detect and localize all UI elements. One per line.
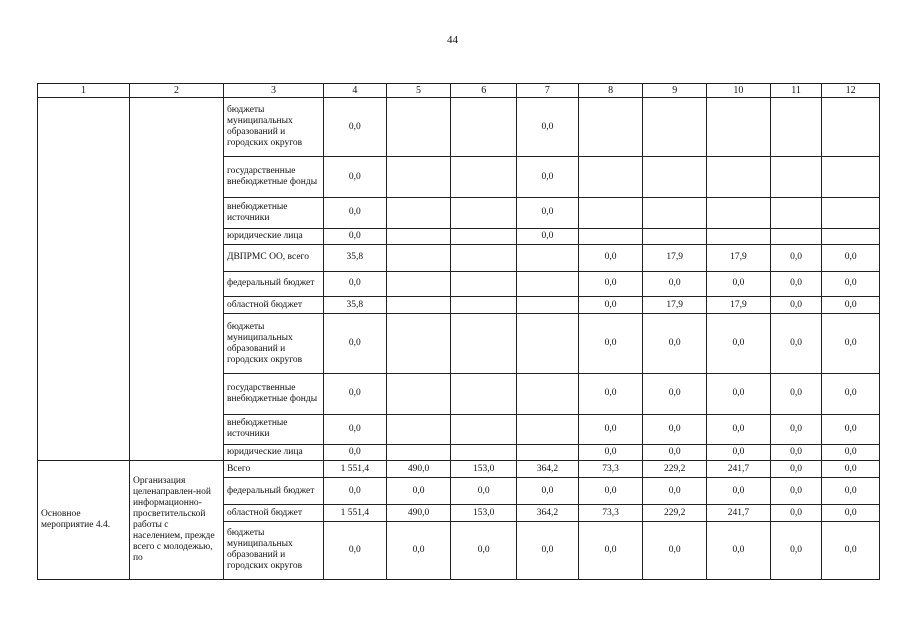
table-row xyxy=(38,98,880,157)
value-cell: 0,0 xyxy=(822,297,880,314)
value-cell: 1 551,4 xyxy=(324,505,387,521)
value-cell: 0,0 xyxy=(707,521,771,579)
value-cell: 0,0 xyxy=(324,157,387,198)
value-cell: 0,0 xyxy=(770,373,822,414)
value-cell: 0,0 xyxy=(770,505,822,521)
value-cell: 0,0 xyxy=(822,245,880,272)
value-cell: 73,3 xyxy=(578,461,643,477)
value-cell: 0,0 xyxy=(324,98,387,157)
value-cell xyxy=(386,245,451,272)
value-cell xyxy=(451,445,517,461)
value-cell: 0,0 xyxy=(324,314,387,373)
col-header: 4 xyxy=(324,84,387,98)
value-cell xyxy=(386,98,451,157)
funding-source: бюджеты муниципальных образований и городских округов xyxy=(223,314,323,373)
value-cell: 0,0 xyxy=(643,414,707,445)
value-cell: 0,0 xyxy=(822,445,880,461)
value-cell xyxy=(822,157,880,198)
funding-source: областной бюджет xyxy=(223,505,323,521)
value-cell: 1 551,4 xyxy=(324,461,387,477)
value-cell xyxy=(822,228,880,244)
value-cell: 0,0 xyxy=(386,521,451,579)
value-cell: 0,0 xyxy=(770,271,822,297)
value-cell: 0,0 xyxy=(770,414,822,445)
value-cell: 0,0 xyxy=(643,271,707,297)
value-cell xyxy=(386,445,451,461)
col-header: 5 xyxy=(386,84,451,98)
value-cell: 0,0 xyxy=(578,373,643,414)
funding-source: государственные внебюджетные фонды xyxy=(223,373,323,414)
value-cell xyxy=(517,297,579,314)
funding-source: юридические лица xyxy=(223,445,323,461)
col-header: 7 xyxy=(517,84,579,98)
value-cell xyxy=(517,414,579,445)
value-cell: 241,7 xyxy=(707,461,771,477)
value-cell xyxy=(517,445,579,461)
value-cell: 0,0 xyxy=(770,245,822,272)
table-row xyxy=(38,461,880,477)
funding-source: внебюджетные источники xyxy=(223,198,323,229)
value-cell: 0,0 xyxy=(578,414,643,445)
page-number: 44 xyxy=(447,34,458,46)
value-cell: 0,0 xyxy=(822,373,880,414)
col-header: 12 xyxy=(822,84,880,98)
value-cell: 0,0 xyxy=(707,314,771,373)
value-cell: 0,0 xyxy=(822,461,880,477)
value-cell: 0,0 xyxy=(324,521,387,579)
value-cell: 0,0 xyxy=(324,373,387,414)
value-cell xyxy=(770,157,822,198)
funding-source: государственные внебюджетные фонды xyxy=(223,157,323,198)
value-cell xyxy=(643,228,707,244)
value-cell xyxy=(451,228,517,244)
funding-source: юридические лица xyxy=(223,228,323,244)
value-cell xyxy=(643,157,707,198)
value-cell xyxy=(451,314,517,373)
value-cell: 241,7 xyxy=(707,505,771,521)
value-cell xyxy=(451,271,517,297)
value-cell: 0,0 xyxy=(324,228,387,244)
col-header: 6 xyxy=(451,84,517,98)
value-cell xyxy=(386,314,451,373)
col-header: 11 xyxy=(770,84,822,98)
value-cell xyxy=(707,98,771,157)
value-cell xyxy=(578,228,643,244)
value-cell xyxy=(451,98,517,157)
value-cell xyxy=(707,157,771,198)
value-cell xyxy=(770,98,822,157)
value-cell xyxy=(386,198,451,229)
value-cell: 0,0 xyxy=(770,521,822,579)
value-cell xyxy=(578,198,643,229)
value-cell: 0,0 xyxy=(770,477,822,505)
value-cell: 17,9 xyxy=(643,245,707,272)
activity-cell xyxy=(38,98,130,461)
value-cell: 0,0 xyxy=(324,414,387,445)
value-cell xyxy=(451,297,517,314)
value-cell: 0,0 xyxy=(707,271,771,297)
funding-source: бюджеты муниципальных образований и городских округов xyxy=(223,521,323,579)
value-cell: 490,0 xyxy=(386,461,451,477)
value-cell: 0,0 xyxy=(578,521,643,579)
value-cell xyxy=(517,314,579,373)
value-cell: 0,0 xyxy=(822,271,880,297)
value-cell xyxy=(386,297,451,314)
value-cell: 0,0 xyxy=(822,477,880,505)
value-cell: 35,8 xyxy=(324,297,387,314)
value-cell xyxy=(451,414,517,445)
funding-source: федеральный бюджет xyxy=(223,477,323,505)
value-cell xyxy=(517,271,579,297)
value-cell: 0,0 xyxy=(324,198,387,229)
value-cell: 0,0 xyxy=(643,521,707,579)
value-cell xyxy=(578,157,643,198)
value-cell: 0,0 xyxy=(517,477,579,505)
value-cell xyxy=(386,271,451,297)
value-cell: 0,0 xyxy=(822,414,880,445)
value-cell: 229,2 xyxy=(643,505,707,521)
value-cell xyxy=(770,228,822,244)
value-cell xyxy=(707,228,771,244)
value-cell xyxy=(386,157,451,198)
value-cell: 17,9 xyxy=(707,245,771,272)
value-cell xyxy=(643,98,707,157)
value-cell: 0,0 xyxy=(386,477,451,505)
funding-source: ДВПРМС ОО, всего xyxy=(223,245,323,272)
value-cell: 0,0 xyxy=(578,245,643,272)
budget-table xyxy=(37,83,880,580)
value-cell: 0,0 xyxy=(643,477,707,505)
funding-source: федеральный бюджет xyxy=(223,271,323,297)
value-cell xyxy=(451,245,517,272)
col-header: 2 xyxy=(129,84,223,98)
value-cell: 0,0 xyxy=(517,98,579,157)
value-cell xyxy=(822,98,880,157)
value-cell xyxy=(822,198,880,229)
value-cell: 364,2 xyxy=(517,461,579,477)
value-cell: 0,0 xyxy=(451,477,517,505)
value-cell: 0,0 xyxy=(643,373,707,414)
value-cell xyxy=(451,373,517,414)
value-cell: 0,0 xyxy=(517,157,579,198)
value-cell xyxy=(451,198,517,229)
value-cell: 0,0 xyxy=(517,521,579,579)
value-cell: 73,3 xyxy=(578,505,643,521)
value-cell: 0,0 xyxy=(578,297,643,314)
table-body xyxy=(38,98,880,580)
value-cell xyxy=(451,157,517,198)
value-cell: 0,0 xyxy=(578,271,643,297)
value-cell: 153,0 xyxy=(451,461,517,477)
value-cell: 0,0 xyxy=(707,414,771,445)
value-cell xyxy=(517,373,579,414)
value-cell: 0,0 xyxy=(822,505,880,521)
value-cell: 17,9 xyxy=(643,297,707,314)
value-cell: 0,0 xyxy=(324,445,387,461)
value-cell xyxy=(578,98,643,157)
value-cell: 35,8 xyxy=(324,245,387,272)
funding-source: областной бюджет xyxy=(223,297,323,314)
funding-source: Всего xyxy=(223,461,323,477)
value-cell: 0,0 xyxy=(517,228,579,244)
activity-description: Организация целенаправлен-ной информационно-просветительской работы с населением, прежде всего с молодежью, по xyxy=(129,461,223,580)
value-cell: 0,0 xyxy=(770,297,822,314)
value-cell xyxy=(770,198,822,229)
col-header: 8 xyxy=(578,84,643,98)
value-cell: 0,0 xyxy=(324,271,387,297)
value-cell xyxy=(386,228,451,244)
value-cell: 0,0 xyxy=(643,445,707,461)
value-cell: 0,0 xyxy=(643,314,707,373)
value-cell: 0,0 xyxy=(770,445,822,461)
value-cell: 364,2 xyxy=(517,505,579,521)
value-cell: 0,0 xyxy=(822,314,880,373)
value-cell: 0,0 xyxy=(578,477,643,505)
value-cell: 0,0 xyxy=(707,445,771,461)
funding-source: внебюджетные источники xyxy=(223,414,323,445)
description-cell xyxy=(129,98,223,461)
value-cell xyxy=(643,198,707,229)
value-cell: 0,0 xyxy=(517,198,579,229)
col-header: 3 xyxy=(223,84,323,98)
activity-name: Основное мероприятие 4.4. xyxy=(38,461,130,580)
value-cell: 229,2 xyxy=(643,461,707,477)
value-cell xyxy=(517,245,579,272)
value-cell: 153,0 xyxy=(451,505,517,521)
value-cell xyxy=(386,373,451,414)
value-cell: 0,0 xyxy=(770,461,822,477)
value-cell: 490,0 xyxy=(386,505,451,521)
value-cell: 0,0 xyxy=(578,314,643,373)
col-header: 1 xyxy=(38,84,130,98)
value-cell xyxy=(386,414,451,445)
col-header: 10 xyxy=(707,84,771,98)
value-cell: 0,0 xyxy=(770,314,822,373)
value-cell xyxy=(707,198,771,229)
value-cell: 0,0 xyxy=(707,373,771,414)
value-cell: 0,0 xyxy=(324,477,387,505)
value-cell: 0,0 xyxy=(451,521,517,579)
header-row xyxy=(38,84,880,98)
value-cell: 0,0 xyxy=(707,477,771,505)
value-cell: 17,9 xyxy=(707,297,771,314)
value-cell: 0,0 xyxy=(822,521,880,579)
col-header: 9 xyxy=(643,84,707,98)
value-cell: 0,0 xyxy=(578,445,643,461)
funding-source: бюджеты муниципальных образований и городских округов xyxy=(223,98,323,157)
